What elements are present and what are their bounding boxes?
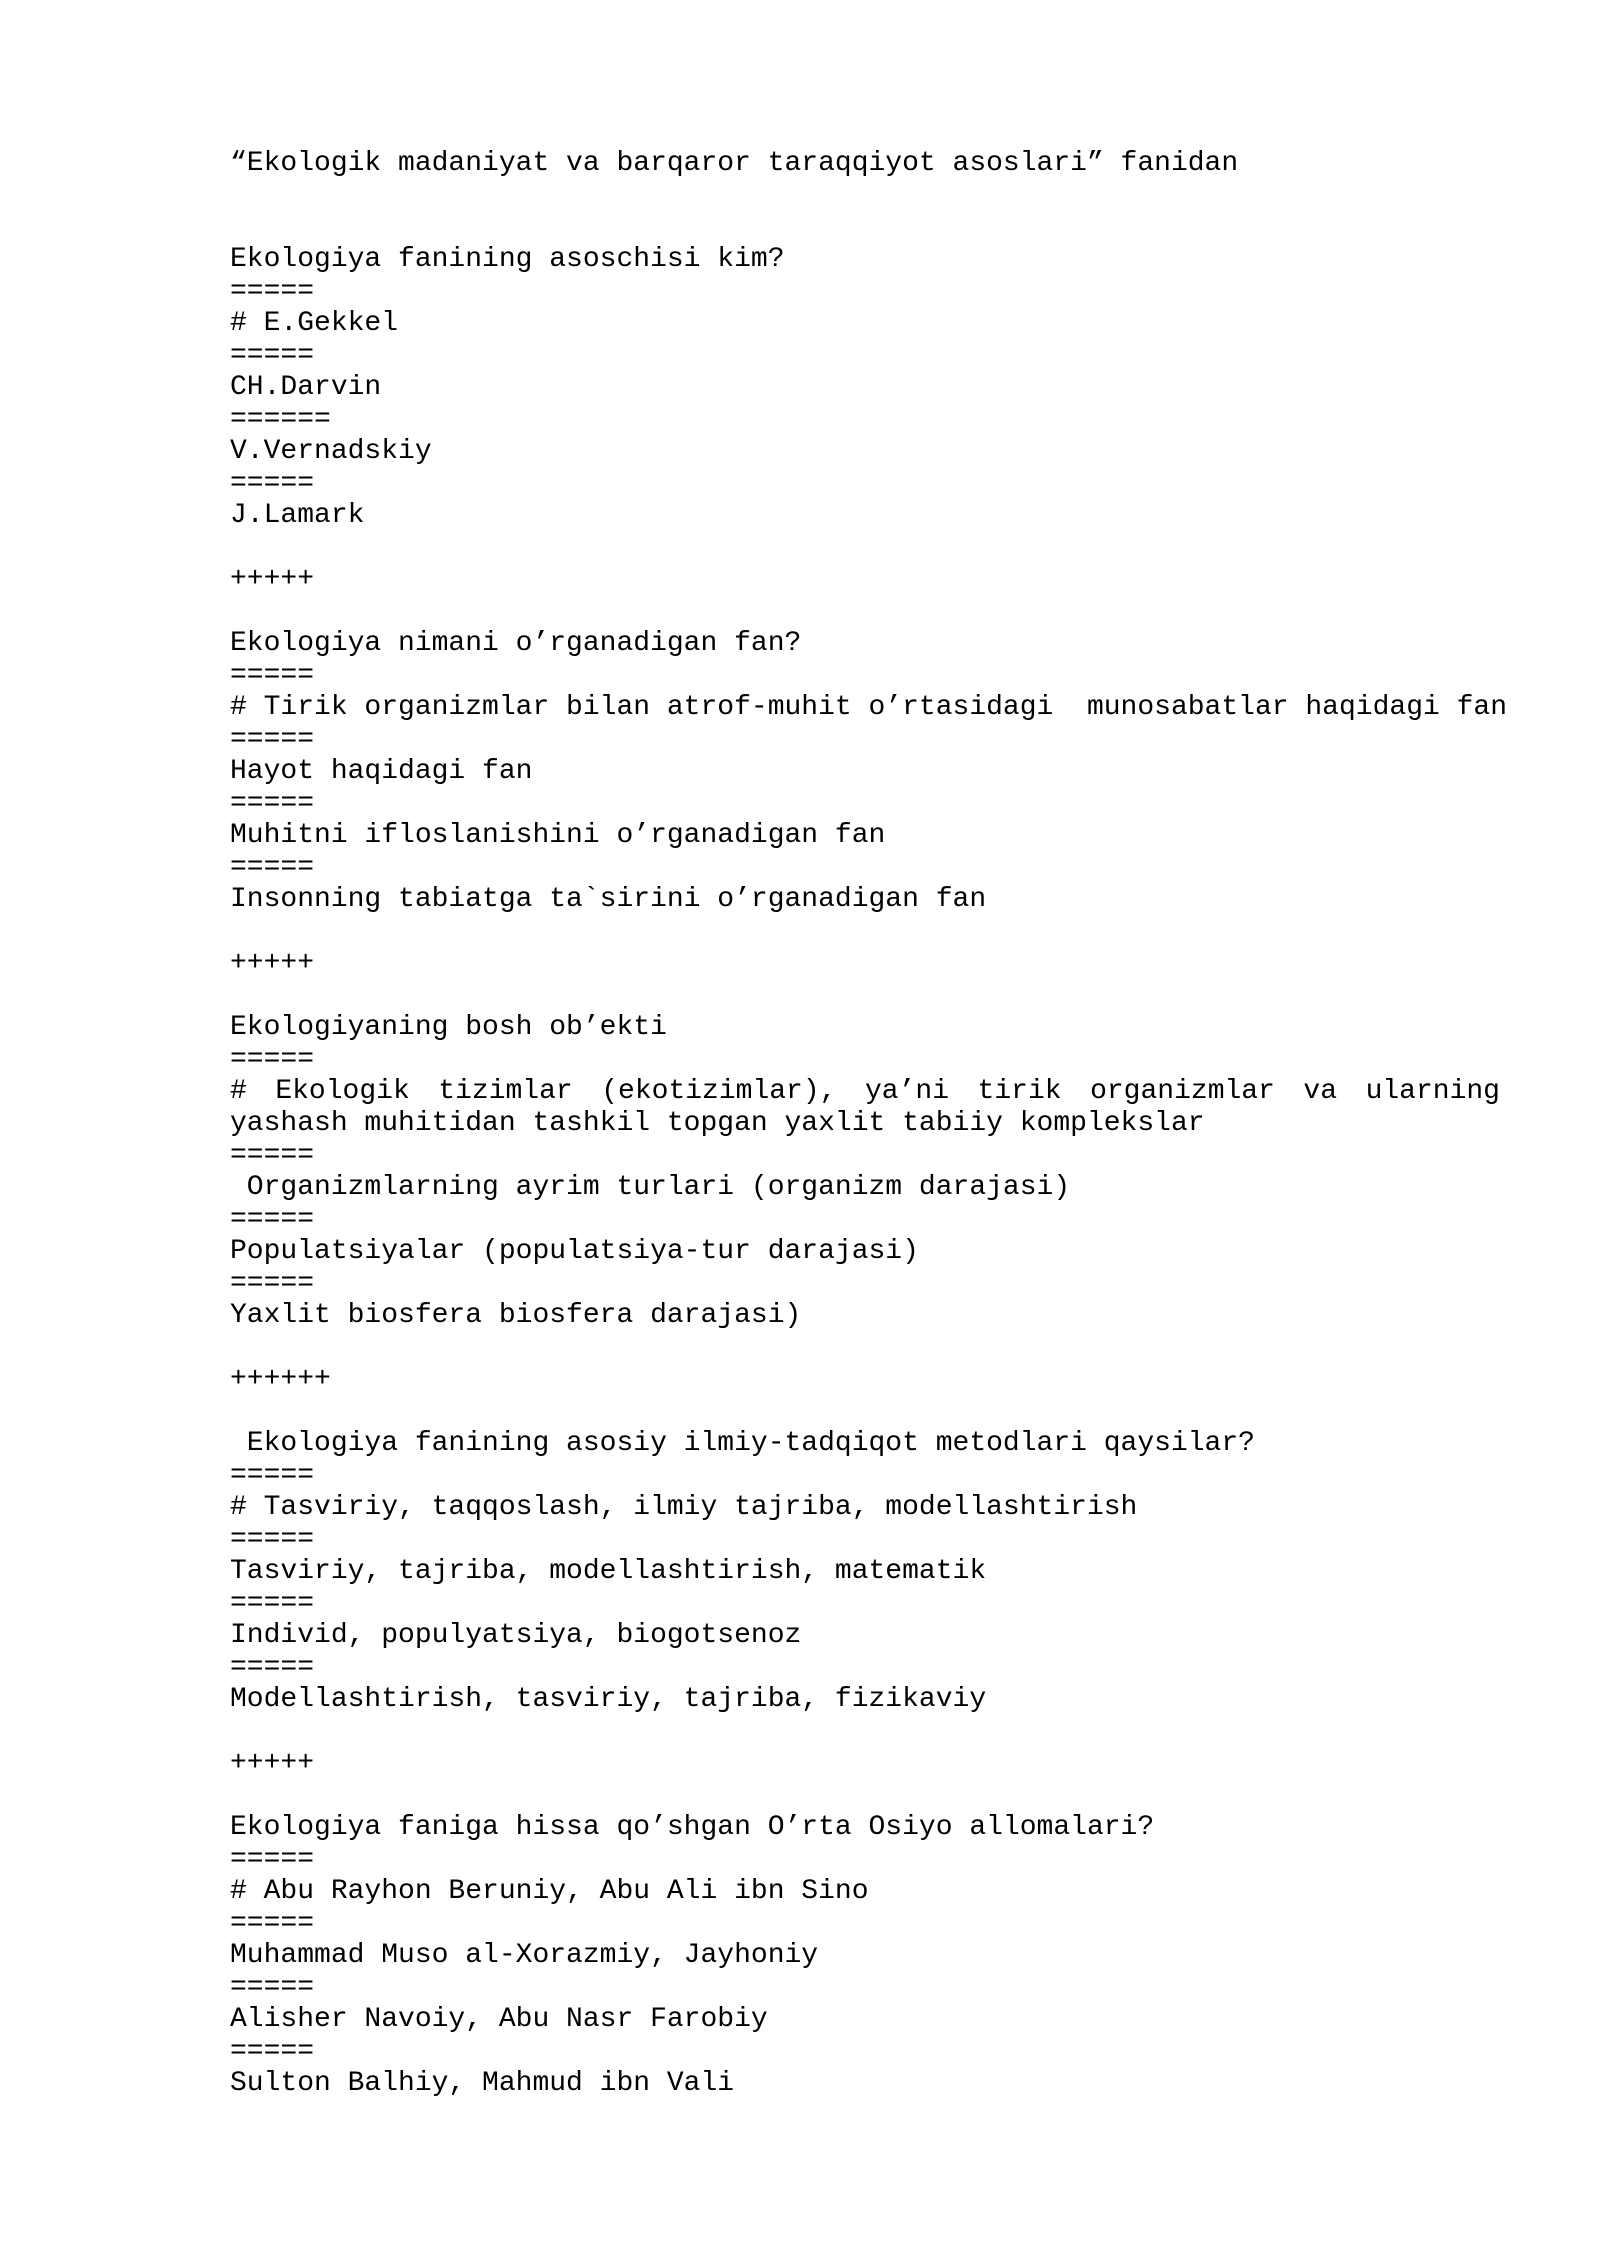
question-block-5 [230, 1812, 1500, 2100]
question-text: Ekologiya nimani o’rganadigan fan? [230, 628, 802, 659]
answer-option: Populatsiyalar (populatsiya-tur darajasi) [230, 1236, 919, 1267]
separator: ===== [230, 788, 315, 819]
document-page [230, 148, 1508, 2100]
answer-option: Muhammad Muso al-Xorazmiy, Jayhoniy [230, 1940, 819, 1971]
answer-option: CH.Darvin [230, 372, 382, 403]
question-block-2 [230, 628, 1508, 980]
separator: ===== [230, 1044, 315, 1075]
separator: ===== [230, 468, 315, 499]
question-text: Ekologiyaning bosh ob’ekti [230, 1012, 667, 1043]
end-marker: +++++ [230, 948, 315, 979]
answer-option: Modellashtirish, tasviriy, tajriba, fizikaviy [230, 1684, 987, 1715]
question-block-1 [230, 244, 1500, 596]
separator: ===== [230, 1268, 315, 1299]
separator: ===== [230, 1588, 315, 1619]
separator: ===== [230, 1460, 315, 1491]
separator: ===== [230, 724, 315, 755]
separator: ====== [230, 404, 331, 435]
end-marker: ++++++ [230, 1364, 331, 1395]
answer-option: Alisher Navoiy, Abu Nasr Farobiy [230, 2004, 768, 2035]
answer-option: Hayot haqidagi fan [230, 756, 533, 787]
answer-option: J.Lamark [230, 500, 365, 531]
answer-option: Muhitni ifloslanishini o’rganadigan fan [230, 820, 886, 851]
answer-correct: # Abu Rayhon Beruniy, Abu Ali ibn Sino [230, 1876, 869, 1907]
separator: ===== [230, 1844, 315, 1875]
separator: ===== [230, 340, 315, 371]
question-block-4 [230, 1428, 1500, 1780]
question-text: Ekologiya fanining asoschisi kim? [230, 244, 785, 275]
separator: ===== [230, 1972, 315, 2003]
end-marker: +++++ [230, 1748, 315, 1779]
answer-option: Tasviriy, tajriba, modellashtirish, matematik [230, 1556, 987, 1587]
answer-option: Organizmlarning ayrim turlari (organizm darajasi) [230, 1172, 1071, 1203]
answer-correct: # Tasviriy, taqqoslash, ilmiy tajriba, modellashtirish [230, 1492, 1138, 1523]
separator: ===== [230, 852, 315, 883]
separator: ===== [230, 1524, 315, 1555]
separator: ===== [230, 1908, 315, 1939]
separator: ===== [230, 1204, 315, 1235]
separator: ===== [230, 1140, 315, 1171]
answer-option: V.Vernadskiy [230, 436, 432, 467]
answer-correct: # Ekologik tizimlar (ekotizimlar), ya’ni tirik organizmlar va ularning yashash muhitidan tashkil topgan yaxlit tabiiy komplekslar [230, 1076, 1500, 1139]
separator: ===== [230, 1652, 315, 1683]
question-text: Ekologiya faniga hissa qo’shgan O’rta Osiyo allomalari? [230, 1812, 1155, 1843]
answer-correct: # Tirik organizmlar bilan atrof-muhit o’rtasidagi munosabatlar haqidagi fan [230, 692, 1508, 723]
answer-option: Insonning tabiatga ta`sirini o’rganadigan fan [230, 884, 987, 915]
separator: ===== [230, 2036, 315, 2067]
separator: ===== [230, 276, 315, 307]
question-block-3 [230, 1012, 1500, 1396]
answer-option: Yaxlit biosfera biosfera darajasi) [230, 1300, 802, 1331]
separator: ===== [230, 660, 315, 691]
answer-correct: # E.Gekkel [230, 308, 399, 339]
answer-option: Individ, populyatsiya, biogotsenoz [230, 1620, 802, 1651]
document-title: “Ekologik madaniyat va barqaror taraqqiyot asoslari” fanidan [230, 148, 1239, 179]
question-text: Ekologiya fanining asosiy ilmiy-tadqiqot metodlari qaysilar? [230, 1428, 1255, 1459]
end-marker: +++++ [230, 564, 315, 595]
answer-option: Sulton Balhiy, Mahmud ibn Vali [230, 2068, 735, 2099]
